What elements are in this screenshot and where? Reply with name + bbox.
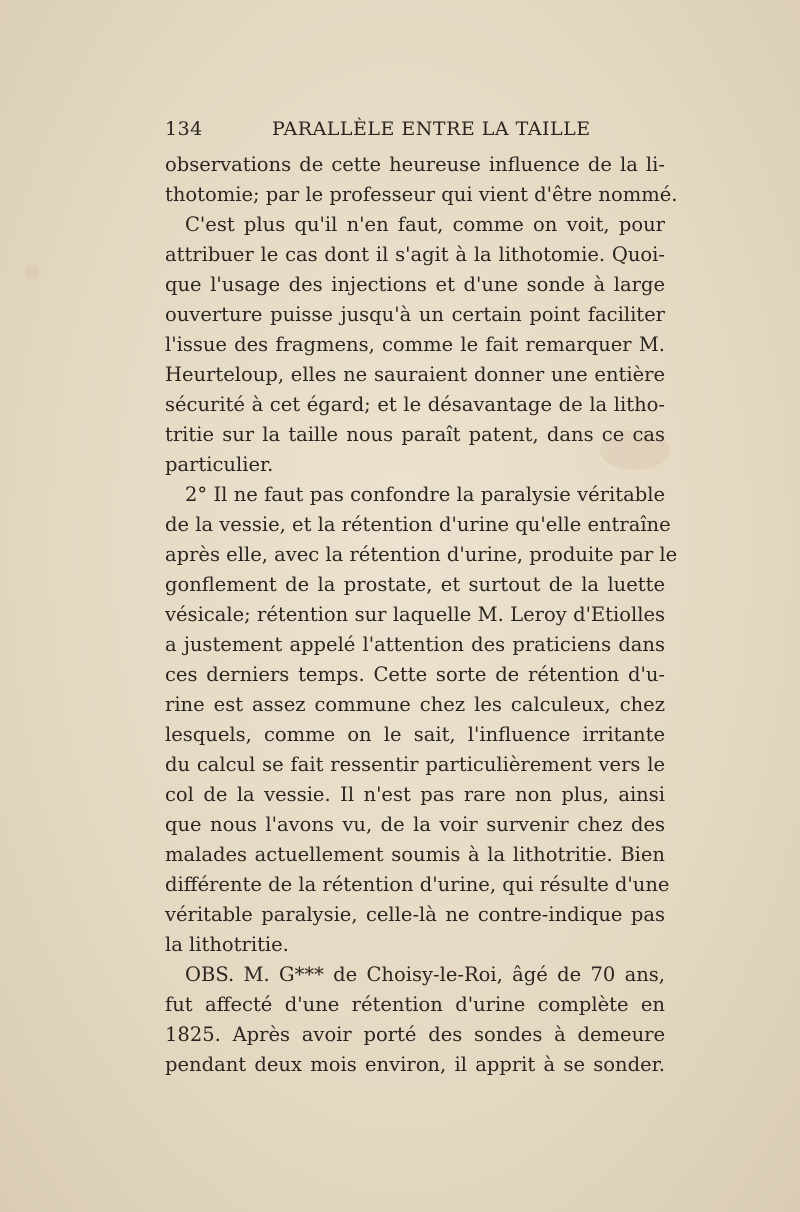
body-text <box>165 150 678 1080</box>
page-number: 134 <box>165 118 203 140</box>
text-line: particulier. <box>165 453 274 476</box>
text-line: que nous l'avons vu, de la voir survenir chez des <box>165 813 665 836</box>
text-line: gonflement de la prostate, et surtout de la luette <box>165 573 665 596</box>
text-line: après elle, avec la rétention d'urine, produite par le <box>165 543 678 566</box>
paper-stain <box>25 265 39 279</box>
text-line: fut affecté d'une rétention d'urine complète en <box>165 993 665 1016</box>
text-line: OBS. M. G*** de Choisy-le-Roi, âgé de 70 ans, <box>185 963 665 986</box>
running-head: PARALLÈLE ENTRE LA TAILLE <box>272 118 591 140</box>
text-line: différente de la rétention d'urine, qui résulte d'une <box>165 873 670 896</box>
text-line: 2° Il ne faut pas confondre la paralysie véritable <box>185 483 665 506</box>
text-line: tritie sur la taille nous paraît patent, dans ce cas <box>165 423 665 446</box>
text-line: observations de cette heureuse influence de la li- <box>165 153 665 176</box>
text-line: Heurteloup, elles ne sauraient donner une entière <box>165 363 665 386</box>
text-line: thotomie; par le professeur qui vient d'être nommé. <box>165 183 678 206</box>
text-line: col de la vessie. Il n'est pas rare non plus, ainsi <box>165 783 665 806</box>
text-line: ces derniers temps. Cette sorte de rétention d'u- <box>165 663 665 686</box>
text-line: attribuer le cas dont il s'agit à la lithotomie. Quoi- <box>165 243 665 266</box>
text-line: la lithotritie. <box>165 933 289 956</box>
text-line: rine est assez commune chez les calculeux, chez <box>165 693 665 716</box>
text-line: lesquels, comme on le sait, l'influence irritante <box>165 723 665 746</box>
text-line: a justement appelé l'attention des praticiens dans <box>165 633 665 656</box>
text-line: C'est plus qu'il n'en faut, comme on voit, pour <box>185 213 665 236</box>
text-line: de la vessie, et la rétention d'urine qu'elle entraîne <box>165 513 671 536</box>
text-line: sécurité à cet égard; et le désavantage de la litho- <box>165 393 665 416</box>
text-line: que l'usage des injections et d'une sonde à large <box>165 273 665 296</box>
text-line: du calcul se fait ressentir particulièrement vers le <box>165 753 665 776</box>
text-line: 1825. Après avoir porté des sondes à demeure <box>165 1023 665 1046</box>
text-line: véritable paralysie, celle-là ne contre-indique pas <box>165 903 665 926</box>
text-line: pendant deux mois environ, il apprit à se sonder. <box>165 1053 665 1076</box>
text-line: malades actuellement soumis à la lithotritie. Bien <box>165 843 665 866</box>
text-line: vésicale; rétention sur laquelle M. Leroy d'Etiolles <box>165 603 665 626</box>
text-line: ouverture puisse jusqu'à un certain point faciliter <box>165 303 665 326</box>
page-header <box>165 118 665 146</box>
text-line: l'issue des fragmens, comme le fait remarquer M. <box>165 333 665 356</box>
